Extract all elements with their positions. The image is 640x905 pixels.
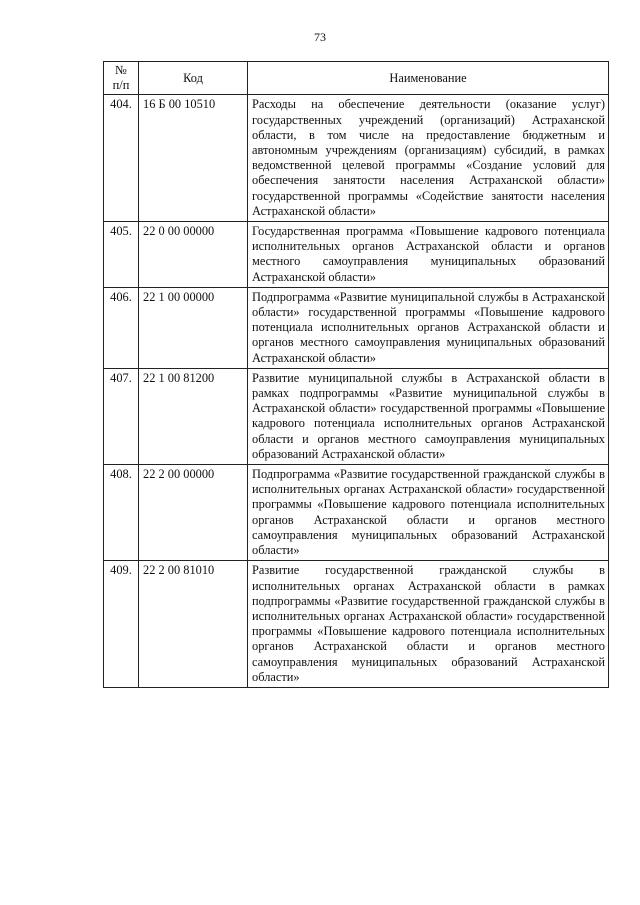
table-row (104, 95, 609, 222)
header-row (104, 62, 609, 95)
header-number-symbol: № (115, 63, 127, 77)
budget-codes-table (103, 61, 609, 688)
row-name: Подпрограмма «Развитие муниципальной службы в Астраханской области» государственной программы «Повышение кадрового потенциала исполнительных органов Астраханской области и органов местного самоуправления муниципальных образований Астраханской области» (248, 287, 609, 368)
row-code: 22 1 00 81200 (139, 368, 248, 464)
row-name: Развитие государственной гражданской службы в исполнительных органах Астраханской области в рамках подпрограммы «Развитие государственной гражданской службы в исполнительных органах Астраханской области» государственной программы «Повышение кадрового потенциала исполнительных органов Астраханской области и органов местного самоуправления муниципальных образований Астраханской области» (248, 561, 609, 688)
table-row (104, 465, 609, 561)
row-name: Развитие муниципальной службы в Астраханской области в рамках подпрограммы «Развитие муниципальной службы в Астраханской области» государственной программы «Повышение кадрового потенциала исполнительных органов Астраханской области и органов местного самоуправления муниципальных образований Астраханской области» (248, 368, 609, 464)
table-row (104, 368, 609, 464)
page-number: 73 (314, 30, 326, 44)
table-row (104, 222, 609, 288)
table-row (104, 561, 609, 688)
row-number: 404. (104, 95, 139, 222)
header-number (104, 62, 139, 95)
row-code: 16 Б 00 10510 (139, 95, 248, 222)
row-number: 405. (104, 222, 139, 288)
row-name: Подпрограмма «Развитие государственной гражданской службы в исполнительных органах Астраханской области» государственной программы «Повышение кадрового потенциала исполнительных органов Астраханской области и органов местного самоуправления муниципальных образований Астраханской области» (248, 465, 609, 561)
table-body (104, 95, 609, 688)
header-name: Наименование (248, 62, 609, 95)
row-number: 406. (104, 287, 139, 368)
table-row (104, 287, 609, 368)
row-code: 22 0 00 00000 (139, 222, 248, 288)
row-number: 409. (104, 561, 139, 688)
header-number-abbr: п/п (112, 78, 130, 93)
table-header (104, 62, 609, 95)
row-code: 22 1 00 00000 (139, 287, 248, 368)
row-number: 408. (104, 465, 139, 561)
row-name: Расходы на обеспечение деятельности (оказание услуг) государственных учреждений (организаций) Астраханской области, в том числе на предоставление бюджетным и автономным учреждениям (организациям) субсидий, в рамках ведомственной целевой программы «Создание условий для обеспечения занятости населения Астраханской области» государственной программы «Содействие занятости населения Астраханской области» (248, 95, 609, 222)
row-code: 22 2 00 00000 (139, 465, 248, 561)
row-code: 22 2 00 81010 (139, 561, 248, 688)
header-code: Код (139, 62, 248, 95)
row-number: 407. (104, 368, 139, 464)
row-name: Государственная программа «Повышение кадрового потенциала исполнительных органов Астраханской области и органов местного самоуправления муниципальных образований Астраханской области» (248, 222, 609, 288)
